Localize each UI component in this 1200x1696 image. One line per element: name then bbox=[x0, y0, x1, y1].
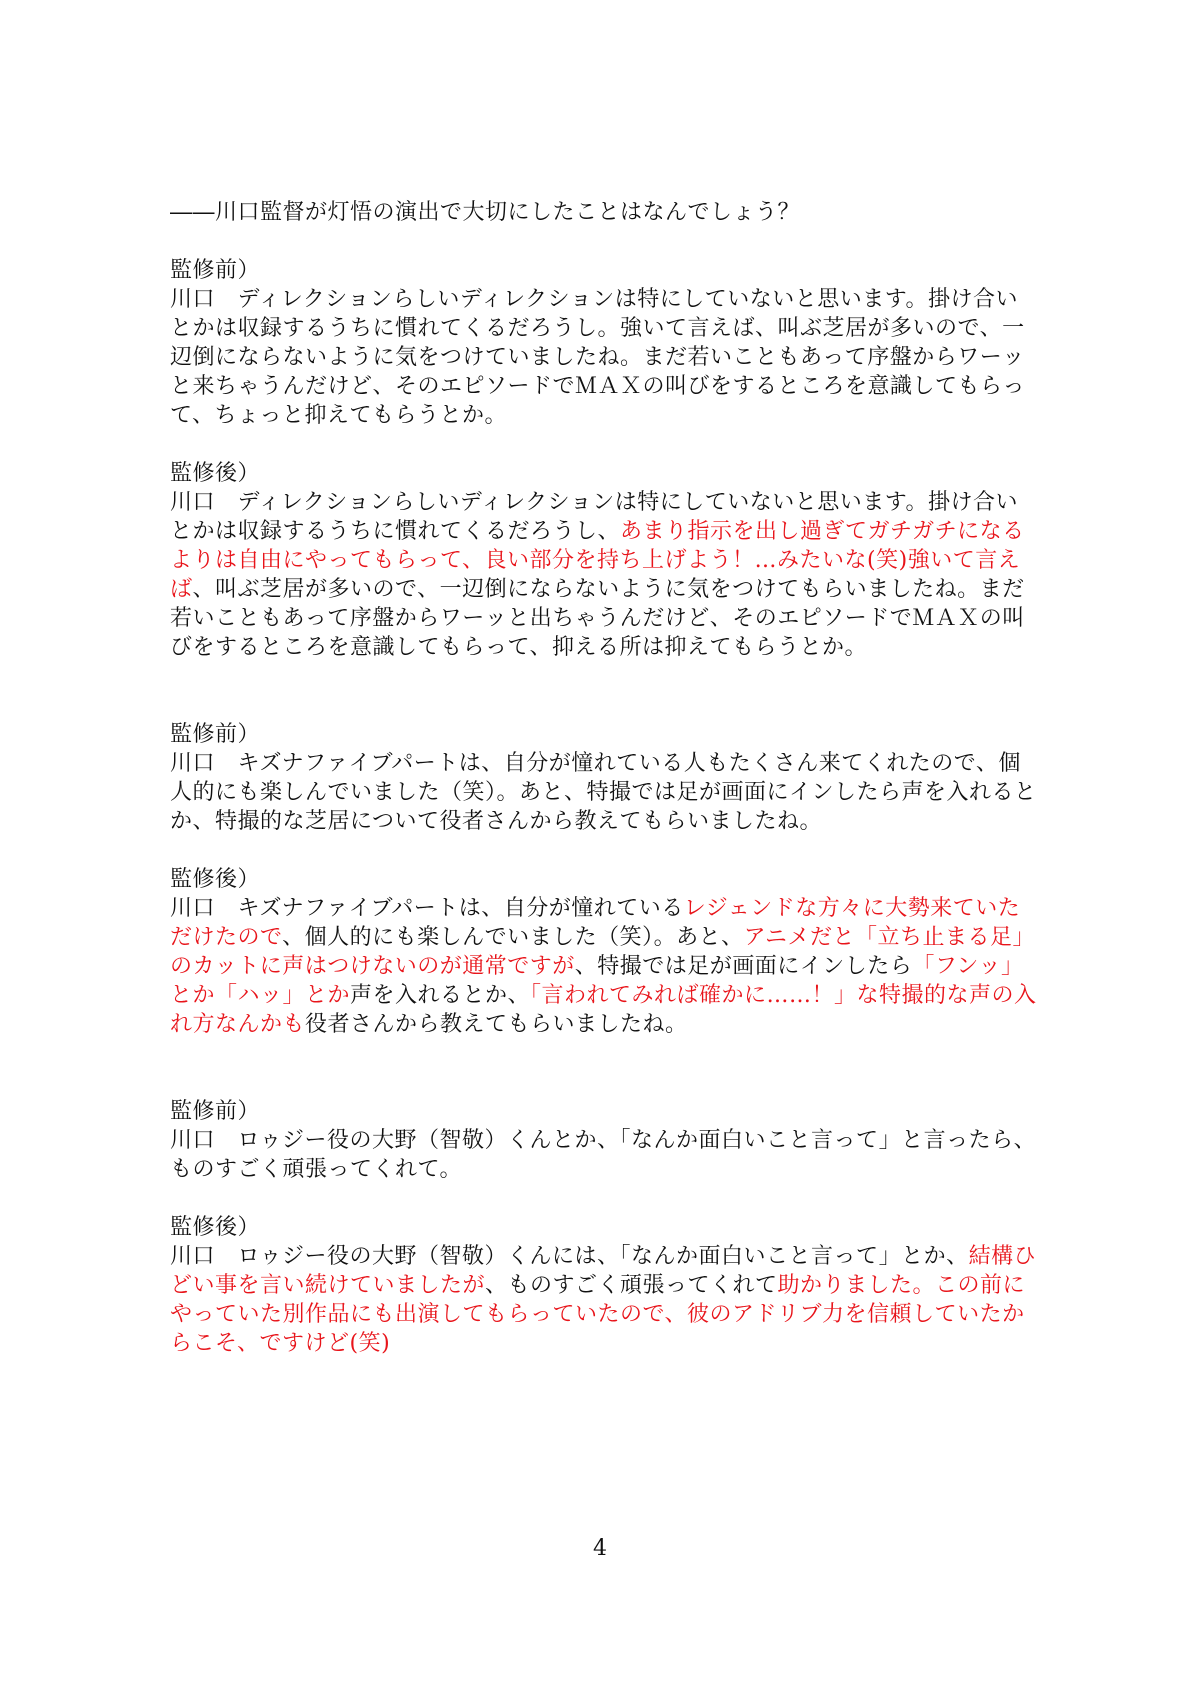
revised-text: アニメだと「立ち止まる足」 bbox=[743, 925, 1035, 950]
revised-text: レジェンドな方々に大勢来ていた bbox=[683, 896, 1021, 921]
revised-text: よりは自由にやってもらって、良い部分を持ち上げよう！…みたいな(笑)強いて言え bbox=[170, 548, 1021, 573]
after-review-label: 監修後） bbox=[170, 867, 261, 892]
original-text: 、叫ぶ芝居が多いので、一辺倒にならないように気をつけてもらいましたね。まだ bbox=[192, 577, 1025, 602]
after-review-text bbox=[170, 894, 1037, 1039]
text-line bbox=[170, 749, 1030, 778]
revised-text: らこそ、ですけど(笑) bbox=[170, 1331, 391, 1356]
original-text: 人的にも楽しんでいました（笑）。あと、特撮では足が画面にインしたら声を入れると bbox=[170, 780, 1037, 805]
interview-section-3 bbox=[170, 1097, 1037, 1358]
text-line bbox=[170, 952, 1030, 981]
text-line bbox=[170, 546, 1030, 575]
before-review-text bbox=[170, 285, 1030, 430]
text-line bbox=[170, 285, 1030, 314]
interview-question: ――川口監督が灯悟の演出で大切にしたことはなんでしょう？ bbox=[170, 200, 801, 225]
page-number: 4 bbox=[593, 1536, 607, 1561]
before-review-text bbox=[170, 749, 1037, 836]
revised-text: のカットに声はつけないのが通常ですが bbox=[170, 954, 575, 979]
text-line bbox=[170, 1242, 1037, 1271]
original-text: て、ちょっと抑えてもらうとか。 bbox=[170, 403, 508, 428]
original-text: とかは収録するうちに慣れてくるだろうし、 bbox=[170, 519, 621, 544]
original-text: 、個人的にも楽しんでいました（笑）。あと、 bbox=[282, 925, 744, 950]
before-review-label: 監修前） bbox=[170, 1099, 261, 1124]
original-text: 若いこともあって序盤からワーッと出ちゃうんだけど、そのエピソードでＭＡＸの叫 bbox=[170, 606, 1025, 631]
text-line bbox=[170, 372, 1030, 401]
revised-text: 「言われてみれば確かに……！」な特撮的な声の入 bbox=[530, 983, 1037, 1008]
revised-text: だけたので bbox=[170, 925, 283, 950]
text-line bbox=[170, 981, 1037, 1010]
original-text: 川口 キズナファイブパートは、自分が憧れている人もたくさん来てくれたので、個 bbox=[170, 751, 1021, 776]
text-line bbox=[170, 314, 1030, 343]
original-text: 、ものすごく頑張ってくれて bbox=[485, 1273, 778, 1298]
text-line bbox=[170, 401, 1030, 430]
original-text: 川口 キズナファイブパートは、自分が憧れている bbox=[170, 896, 684, 921]
text-line bbox=[170, 1126, 1037, 1155]
original-text: 声を入れるとか、 bbox=[350, 983, 531, 1008]
text-line bbox=[170, 778, 1037, 807]
before-review-label: 監修前） bbox=[170, 722, 261, 747]
text-line bbox=[170, 894, 1030, 923]
text-line bbox=[170, 1271, 1030, 1300]
text-line bbox=[170, 633, 1030, 662]
original-text: 川口 ロゥジー役の大野（智敬）くんとか、「なんか面白いこと言って」と言ったら、 bbox=[170, 1128, 1037, 1153]
before-review-text bbox=[170, 1126, 1037, 1184]
original-text: か、特撮的な芝居について役者さんから教えてもらいましたね。 bbox=[170, 809, 823, 834]
text-line bbox=[170, 807, 1030, 836]
original-text: 辺倒にならないように気をつけていましたね。まだ若いこともあって序盤からワーッ bbox=[170, 345, 1025, 370]
interview-section-1 bbox=[170, 256, 1030, 662]
revised-text: どい事を言い続けていましたが bbox=[170, 1273, 486, 1298]
revised-text: 「フンッ」 bbox=[912, 954, 1024, 979]
original-text: 川口 ロゥジー役の大野（智敬）くんには、「なんか面白いこと言って」とか、 bbox=[170, 1244, 969, 1269]
original-text: ものすごく頑張ってくれて。 bbox=[170, 1157, 463, 1182]
original-text: と来ちゃうんだけど、そのエピソードでＭＡＸの叫びをするところを意識してもらっ bbox=[170, 374, 1026, 399]
text-line bbox=[170, 575, 1030, 604]
original-text: とかは収録するうちに慣れてくるだろうし。強いて言えば、叫ぶ芝居が多いので、一 bbox=[170, 316, 1025, 341]
after-review-text bbox=[170, 1242, 1037, 1358]
revised-text: とか「ハッ」とか bbox=[170, 983, 351, 1008]
revised-text: れ方なんかも bbox=[170, 1012, 306, 1037]
after-review-label: 監修後） bbox=[170, 1215, 261, 1240]
original-text: 川口 ディレクションらしいディレクションは特にしていないと思います。掛け合い bbox=[170, 490, 1018, 515]
revised-text: やっていた別作品にも出演してもらっていたので、彼のアドリブ力を信頼していたか bbox=[170, 1302, 1025, 1327]
text-line bbox=[170, 604, 1030, 633]
text-line bbox=[170, 1300, 1030, 1329]
revised-text: あまり指示を出し過ぎてガチガチになる bbox=[620, 519, 1025, 544]
after-review-text bbox=[170, 488, 1030, 662]
text-line bbox=[170, 343, 1030, 372]
revised-text: 助かりました。この前に bbox=[777, 1273, 1026, 1298]
revised-text: ば bbox=[170, 577, 193, 602]
original-text: 川口 ディレクションらしいディレクションは特にしていないと思います。掛け合い bbox=[170, 287, 1018, 312]
text-line bbox=[170, 488, 1030, 517]
text-line bbox=[170, 517, 1030, 546]
after-review-label: 監修後） bbox=[170, 461, 261, 486]
text-line bbox=[170, 1155, 1030, 1184]
original-text: びをするところを意識してもらって、抑える所は抑えてもらうとか。 bbox=[170, 635, 868, 660]
original-text: 役者さんから教えてもらいましたね。 bbox=[305, 1012, 688, 1037]
text-line bbox=[170, 1329, 1030, 1358]
text-line bbox=[170, 1010, 1030, 1039]
before-review-label: 監修前） bbox=[170, 258, 261, 283]
interview-content bbox=[170, 198, 1037, 1358]
interview-section-2 bbox=[170, 720, 1037, 1039]
original-text: 、特撮では足が画面にインしたら bbox=[574, 954, 913, 979]
text-line bbox=[170, 923, 1035, 952]
revised-text: 結構ひ bbox=[968, 1244, 1037, 1269]
